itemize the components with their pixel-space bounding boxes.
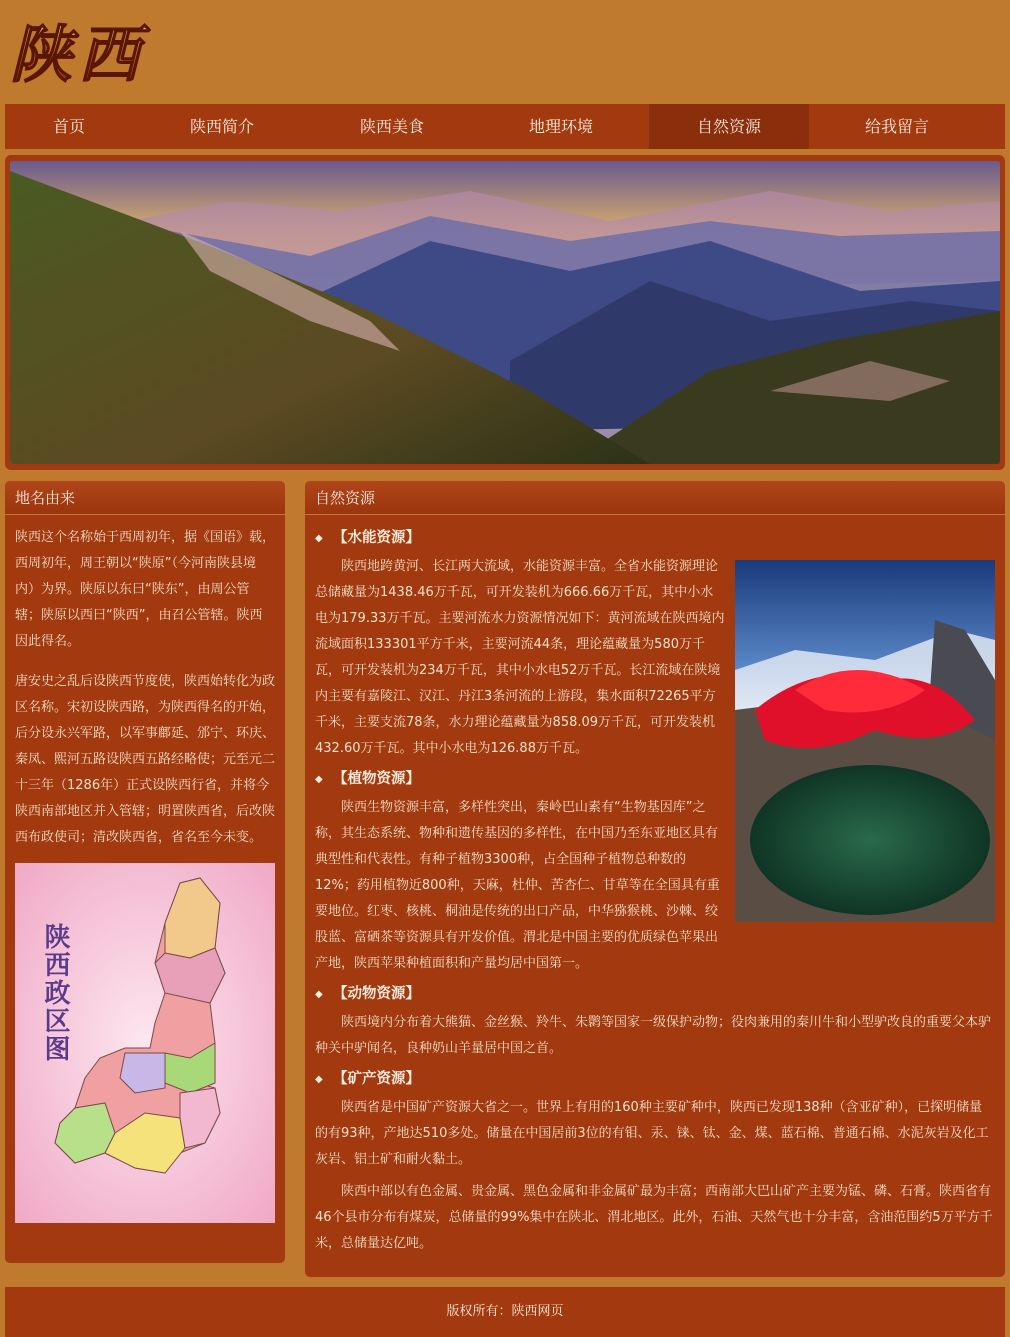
nav-item-message[interactable]: 给我留言 <box>864 117 929 136</box>
section-paragraph-water: 陕西地跨黄河、长江两大流域，水能资源丰富。全省水能资源理论总储藏量为1438.46万千瓦，可开发装机为666.66万千瓦，其中小水电为179.33万千瓦。主要河流水力资源情况如下：黄河流域在陕西境内流域面积133301平方千米，主要河流44条，理论蕴藏量为580万千瓦，可开发装机为234万千瓦，其中小水电52万千瓦。长江流域在陕境内主要有嘉陵江、汉江、丹江3条河流的上游段，集水面积72265平方千米，主要支流78条，水力理论蕴藏量为858.09万千瓦，可开发装机432.60万千瓦。其中小水电为126.88万千瓦。 <box>315 554 995 762</box>
origin-paragraph-2: 唐安史之乱后设陕西节度使，陕西始转化为政区名称。宋初设陕西路，为陕西得名的开始，后分设永兴军路，以军事鄜延、邠宁、环庆、秦凤、熙河五路设陕西五路经略使；元至元二十三年（1286年）正式设陕西行省，并将今陕西南部地区并入管辖；明置陕西省，后改陕西布政使司；清改陕西省，省名至今未变。 <box>15 674 276 845</box>
nav-item-resources[interactable]: 自然资源 <box>649 104 809 149</box>
left-panel <box>5 481 285 1263</box>
nav-item-geography[interactable]: 地理环境 <box>528 117 593 136</box>
left-panel-title: 地名由来 <box>5 481 285 515</box>
logo-text: 陕西 <box>10 18 147 90</box>
section-paragraph-plants: 陕西生物资源丰富，多样性突出，秦岭巴山素有“生物基因库”之称，其生态系统、物种和遗传基因的多样性，在中国乃至东亚地区具有典型性和代表性。有种子植物3300种，占全国种子植物总种数的12%；药用植物近800种，天麻，杜仲、苦杏仁、甘草等在全国具有重要地位。红枣、核桃、桐油是传统的出口产品，中华猕猴桃、沙棘、绞股蓝、富硒茶等资源具有开发价值。渭北是中国主要的优质绿色苹果出产地，陕西苹果种植面积和产量均居中国第一。 <box>315 800 720 971</box>
section-heading-animals: ◆ 【动物资源】 <box>315 979 995 1010</box>
section-paragraph-animals: 陕西境内分布着大熊猫、金丝猴、羚牛、朱鹮等国家一级保护动物；役肉兼用的秦川牛和小型驴改良的重要父本驴种关中驴闻名，良种奶山羊量居中国之首。 <box>315 1015 992 1056</box>
map-title: 陕西政区图 <box>40 923 70 1063</box>
nav-item-home[interactable]: 首页 <box>52 117 85 136</box>
site-logo[interactable] <box>6 14 156 90</box>
nav-item-food[interactable]: 陕西美食 <box>359 117 424 136</box>
main-nav <box>5 104 1005 149</box>
right-panel <box>305 481 1005 1277</box>
footer <box>5 1287 1005 1337</box>
map-image <box>15 863 275 1223</box>
section-heading-water: ◆ 【水能资源】 <box>315 523 995 554</box>
section-paragraph-minerals-1: 陕西省是中国矿产资源大省之一。世界上有用的160种主要矿种中，陕西已发现138种（含亚矿种），已探明储量的有93种，产地达510多处。储量在中国居前3位的有钼、汞、铼、钛、金、煤、蓝石棉、普通石棉、水泥灰岩及化工灰岩、铝土矿和耐火黏土。 <box>315 1100 989 1167</box>
diamond-bullet-icon: ◆ <box>315 533 323 544</box>
diamond-bullet-icon: ◆ <box>315 774 323 785</box>
mountain-lake-image <box>735 560 995 922</box>
banner <box>5 155 1005 470</box>
copyright-text: 版权所有：陕西网页 <box>446 1304 564 1319</box>
right-panel-title: 自然资源 <box>305 481 1005 515</box>
diamond-bullet-icon: ◆ <box>315 989 323 1000</box>
nav-item-intro[interactable]: 陕西简介 <box>189 117 254 136</box>
origin-paragraph-1: 陕西这个名称始于西周初年，据《国语》载，西周初年，周王朝以“陕原”（今河南陕县境内）为界。陕原以东曰“陕东”，由周公管辖；陕原以西曰“陕西”，由召公管辖。陕西因此得名。 <box>15 530 276 649</box>
diamond-bullet-icon: ◆ <box>315 1074 323 1085</box>
section-paragraph-minerals-2: 陕西中部以有色金属、贵金属、黑色金属和非金属矿最为丰富；西南部大巴山矿产主要为锰、磷、石膏。陕西省有46个县市分布有煤炭，总储量的99%集中在陕北、渭北地区。此外，石油、天然气也十分丰富，含油范围约5万平方千米，总储量达亿吨。 <box>315 1184 993 1251</box>
section-heading-plants: ◆ 【植物资源】 <box>315 764 995 795</box>
resources-content <box>305 515 1005 1257</box>
section-heading-minerals: ◆ 【矿产资源】 <box>315 1064 995 1095</box>
banner-image <box>10 161 1000 464</box>
